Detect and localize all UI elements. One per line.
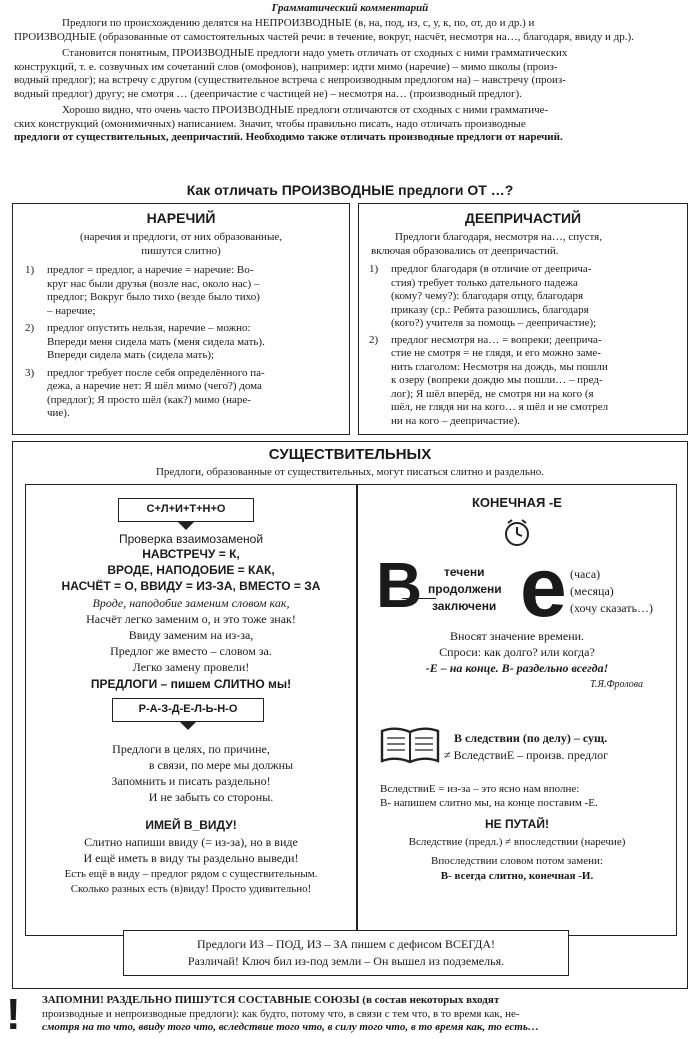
intro-line: Хорошо видно, что очень часто ПРОИЗВОДНЫЕ предлоги отличаются от сходных с ними грамматиче- (62, 104, 549, 116)
intro-text (14, 17, 690, 145)
check-heading: Проверка взаимозаменой (118, 532, 264, 546)
point-number: 2) (369, 333, 379, 346)
footer-line: производные и непроизводные предлоги): как будто, потому что, в связи с тем что, в то время как, не- (42, 1007, 520, 1020)
rule-line: НАСЧЁТ = О, ВВИДУ = ИЗ-ЗА, ВМЕСТО = ЗА (61, 579, 321, 593)
verse-line: Запомнить и писать раздельно! (111, 774, 271, 788)
point-line: предлог опустить нельзя, наречие – можно: (47, 322, 251, 334)
verse-line: И не забыть со стороны. (148, 790, 274, 804)
compare-line: В- напишем слитно мы, на конце поставим -Е. (380, 797, 598, 809)
noun-box (12, 441, 688, 989)
participle-sub: Предлоги благодаря, несмотря на…, спустя, (395, 231, 602, 243)
verse-line: Слитно напиши ввиду (= из-за), но в виде (84, 835, 298, 849)
noun-title: СУЩЕСТВИТЕЛЬНЫХ (268, 446, 432, 463)
underscore-line (402, 598, 436, 599)
adverb-box (12, 203, 350, 435)
point-line: ни на кого – деепричастие). (391, 414, 520, 427)
verse-line: в связи, по мере мы должны (148, 758, 294, 772)
razdelno-flag: Р-А-З-Д-Е-Л-Ь-Н-О (112, 698, 264, 722)
verse-line: Есть ещё в виду – предлог рядом с существительным. (64, 868, 318, 880)
participle-point (369, 263, 683, 331)
verse-line: Предлог же вместо – словом за. (110, 644, 272, 658)
word-note: (месяца) (570, 584, 614, 598)
footer-line: смотря на то что, ввиду того что, вследствие того что, в силу того что, в то время как, то есть… (42, 1021, 539, 1033)
word-stem: течени (444, 565, 485, 579)
author: Т.Я.Фролова (590, 679, 644, 690)
point-line: предлог требует после себя определённого па- (47, 366, 265, 379)
point-line: предлог = предлог, а наречие = наречие: Во- (47, 264, 254, 276)
participle-sub: включая образовались от деепричастий. (371, 245, 559, 257)
compare-line: ≠ ВследствиЕ – произв. предлог (444, 748, 609, 762)
point-number: 2) (25, 322, 35, 334)
point-line: чие). (47, 407, 70, 419)
adverb-point (25, 322, 343, 363)
book-icon (378, 725, 442, 767)
point-number: 1) (369, 263, 379, 275)
intro-line: ПРОИЗВОДНЫЕ (образованные от самостоятельных частей речи: в течение, вокруг, насчёт, несмотря на…, благодаря, ввиду и др.). (14, 30, 634, 43)
point-line: предлог несмотря на… = вопреки; дееприча- (391, 333, 602, 346)
footer-line: ЗАПОМНИ! РАЗДЕЛЬНО ПИШУТСЯ СОСТАВНЫЕ СОЮЗЫ (в состав некоторых входят (42, 994, 500, 1006)
point-line: лог); Я шёл вперёд, не смотря ни на кого (я (391, 387, 594, 400)
point-line: (предлог); Я просто шёл (как?) мимо (наре- (47, 393, 251, 406)
ne-putai-title: НЕ ПУТАЙ! (485, 817, 549, 831)
noun-subtitle: Предлоги, образованные от существительных, могут писаться слитно и раздельно. (155, 466, 545, 478)
verse-line: И ещё иметь в виду ты раздельно выведи! (83, 851, 299, 865)
compare-line: В- всегда слитно, конечная -И. (440, 870, 594, 882)
rule-line: ВРОДЕ, НАПОДОБИЕ = КАК, (107, 563, 275, 577)
intro-line: конструкций, т. е. созвучных им сочетаний слов (омофонов), например: идти мимо (наречие) – мимо школы (произ- (14, 60, 558, 73)
point-line: Впереди сидела мать (сидела мать); (47, 349, 215, 361)
iz-line: Предлоги ИЗ – ПОД, ИЗ – ЗА пишем с дефисом ВСЕГДА! (196, 937, 496, 951)
rule-text: Вносят значение времени. (449, 629, 585, 643)
point-line: предлог благодаря (в отличие от дееприча- (391, 263, 592, 275)
slitno-flag: С+Л+И+Т+Н+О (118, 498, 254, 522)
point-line: Впереди меня сидела мать (меня сидела мать). (47, 335, 265, 348)
point-line: предлог; Вокруг было тихо (везде было тихо) (47, 291, 260, 303)
ending-title: КОНЕЧНАЯ -Е (472, 495, 562, 510)
participle-points (369, 263, 683, 428)
point-line: (кого?) учителя за помощь – деепричастие); (391, 317, 597, 329)
point-line: стия) требует только дательного падежа (391, 276, 578, 289)
point-line: (кому? чему?): благодаря отцу, благодаря (391, 290, 584, 302)
verse-line: Легко замену провели! (132, 660, 250, 674)
point-number: 3) (25, 366, 35, 379)
point-line: – наречие; (47, 304, 96, 317)
rule-line: НАВСТРЕЧУ = К, (142, 547, 240, 561)
compare-line: ВследствиЕ = из-за – это ясно нам вполне: (380, 783, 580, 795)
compare-line: Впоследствии словом потом замени: (431, 855, 603, 867)
big-letter-v: В (376, 549, 423, 621)
verse-line: Вроде, наподобие заменим словом как, (92, 596, 290, 610)
page-title: Грамматический комментарий (271, 2, 429, 14)
adverb-sub: пишутся слитно) (141, 245, 221, 257)
verse-line: Насчёт легко заменим о, и это тоже знак! (86, 612, 296, 626)
point-line: дежа, а наречие нет: Я шёл мимо (чего?) дома (47, 380, 262, 392)
footer-text (42, 994, 690, 1035)
iz-line: Различай! Ключ бил из-под земли – Он вышел из подземелья. (187, 954, 505, 968)
word-stem: заключени (432, 599, 497, 613)
point-line: приказу (ср.: Ребята разошлись, благодаря (391, 303, 589, 316)
intro-line: Становится понятным, ПРОИЗВОДНЫЕ предлоги надо уметь отличать от сходных с ними грамматических (62, 47, 568, 59)
verse-line: ПРЕДЛОГИ – пишем СЛИТНО мы! (90, 677, 292, 691)
verse-line: Ввиду заменим на из-за, (128, 628, 254, 642)
compare-line: В следствии (по делу) – сущ. (454, 731, 608, 745)
rule-text: Спроси: как долго? или когда? (439, 645, 595, 659)
adverb-title: НАРЕЧИЙ (146, 210, 216, 226)
intro-line: предлоги от существительных, деепричастий. Необходимо также отличать производные предлоги от наречий. (14, 131, 563, 143)
point-line: круг нас были друзья (возле нас, около нас) – (47, 277, 260, 290)
intro-line: водный предлог); на встречу с другом (существительное встреча с непроизводным предлогом на) – навстречу (произ- (14, 74, 566, 86)
iz-box (123, 930, 569, 976)
verse-line: Сколько разных есть (в)виду! Просто удивительно! (70, 883, 312, 895)
adverb-point (25, 367, 343, 421)
slitno-panel (25, 484, 357, 936)
word-stem: продолжени (428, 582, 502, 596)
big-letter-e: е (520, 540, 567, 634)
intro-line: водный предлог) другу; не смотря … (деепричастие с частицей не) – несмотря на… (производный предлог). (14, 87, 522, 100)
vvidu-title: ИМЕЙ В_ВИДУ! (145, 818, 237, 832)
ending-panel (357, 484, 677, 936)
word-note: (часа) (570, 567, 601, 581)
point-number: 1) (25, 264, 35, 276)
participle-title: ДЕЕПРИЧАСТИЙ (464, 210, 582, 226)
verse-line: Предлоги в целях, по причине, (112, 742, 270, 756)
exclamation-mark: ! (6, 990, 21, 1039)
compare-line: Вследствие (предл.) ≠ впоследствии (наречие) (408, 836, 626, 848)
adverb-point (25, 264, 343, 318)
intro-line: Предлоги по происхождению делятся на НЕПРОИЗВОДНЫЕ (в, на, под, из, с, у, к, по, от, до и др.) и (62, 17, 535, 29)
section-question: Как отличать ПРОИЗВОДНЫЕ предлоги ОТ …? (186, 182, 514, 198)
participle-point (369, 334, 683, 429)
point-line: шёл, не глядя ни на кого… я шёл и не смотрел (391, 401, 609, 413)
point-line: нить глаголом: Несмотря на дождь, мы пошли (391, 360, 608, 373)
adverb-sub: (наречия и предлоги, от них образованные, (80, 231, 282, 243)
intro-line: ских конструкций (омонимичных) написанием. Значит, чтобы правильно писать, надо отличать производные (14, 117, 526, 130)
word-note: (хочу сказать…) (570, 601, 654, 615)
rule-text: -Е – на конце. В- раздельно всегда! (425, 661, 609, 675)
adverb-points (25, 264, 343, 421)
participle-box (358, 203, 688, 435)
point-line: стие не смотря = не глядя, и его можно заме- (391, 347, 601, 359)
point-line: к озеру (вопреки дождю мы пошли… – пред- (391, 374, 603, 386)
